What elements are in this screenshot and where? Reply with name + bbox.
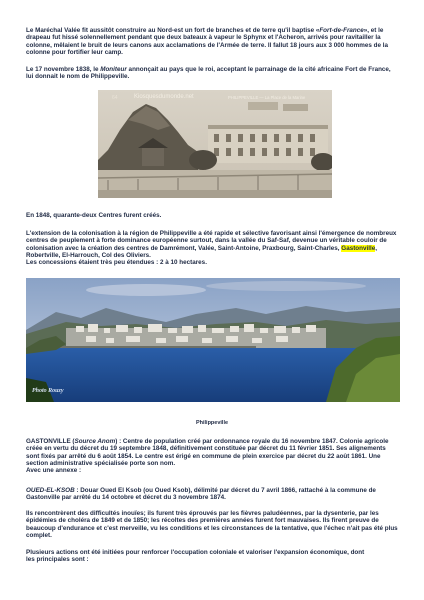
postcard-image [98,90,332,198]
paragraph-1848: En 1848, quarante-deux Centres furent créés. [26,212,162,219]
text: Avec une annexe : [26,467,82,475]
italic-text: Source Anom [74,438,116,445]
italic-text: Fort-de-France [319,27,364,34]
text: Le 17 novembre 1838, le [26,66,101,73]
text: Les concessions étaient très peu étendues : 2 à 10 hectares. [26,259,207,267]
panorama-photo [26,278,400,402]
text: », et le drapeau fut hissé solennellement pendant que deux bateaux à vapeur le Sphynx et l'Acheron, arrivés pour ravitailler la colonne, mêlaient le bruit de leurs canons aux acclamations de l'Armée de terre. Il fallut 18 jours aux 3 000 hommes de la colonne pour fortifier leur camp. [26,27,388,56]
paragraph-oued-el-ksob [26,487,398,502]
highlight-gastonville: Gastonville [341,244,376,252]
text: ) : Centre de population créé par ordonnance royale du 16 novembre 1847. Colonie agricole créée en vertu du décret du 19 septembre 1848, définitivement constituée par décret du 11 février 1851. Ses alignements sont fixés par arrêté du 6 août 1854. Le centre est érigé en commune de plein exercice par décret du 22 août 1861. Une section administrative spécialisée porte son nom. [26,438,389,467]
text: les principales sont : [26,556,89,564]
photo-signature: Photo Rouzy [32,388,64,394]
text: Plusieurs actions ont été initiées pour renforcer l'occupation coloniale et valoriser l'expansion économique, dont [26,549,365,556]
italic-text: OUED-EL-KSOB [26,487,75,494]
text: Le Maréchal Valée fit aussitôt construire au Nord-est un fort de branches et de terre qu'il baptise « [26,27,320,34]
text: annonçait au pays que le roi, acceptant le parrainage de la cité africaine Fort de France, lui donnait le nom de Philippeville. [26,66,391,81]
panorama-image [26,278,400,402]
postcard-watermark: Kiosquesdumonde.net [134,94,194,100]
postcard-photo [98,90,332,198]
text: L'extension de la colonisation à la région de Philippeville a été rapide et sélective favorisant ainsi l'émergence de nombreux centres de peuplement à forte dominance européenne surtout, dans la vallée du Saf-Saf, devenue un véritable couloir de colonisation avec la création des centres de Damrémont, Valée, Saint-Antoine, Praxbourg, Saint-Charles, [26,230,397,252]
text: GASTONVILLE ( [26,438,75,445]
italic-text: Moniteur [100,66,127,73]
panorama-caption: Philippeville [195,420,229,426]
paragraph-moniteur [26,66,398,81]
postcard-number: 64 [112,95,118,101]
paragraph-fort-de-france [26,27,398,56]
text: : Douar Oued El Ksob (ou Oued Ksob), délimité par décret du 7 avril 1866, rattaché à la commune de Gastonville par arrêté du 14 octobre et décret du 3 novembre 1874. [26,487,376,502]
paragraph-colonisation [26,230,398,266]
paragraph-actions [26,549,398,564]
text: , Robertville, El-Harrouch, Col des Oliviers. [26,244,377,259]
postcard-title: PHILIPPEVILLE — La Place de la Marine [228,95,306,100]
paragraph-gastonville [26,438,398,474]
paragraph-difficultes: Ils rencontrèrent des difficultés inouïes; ils furent très éprouvés par les fièvres paludéennes, par la dysenterie, par les épidémies de choléra de 1849 et de 1850; les récoltes des premières années furent fort mauvaises. Ils firent preuve de beaucoup d'endurance et c'est merveille, vu les conditions et les circonstances de la tentative, que l'échec n'ait pas été plus complet. [26,510,398,539]
